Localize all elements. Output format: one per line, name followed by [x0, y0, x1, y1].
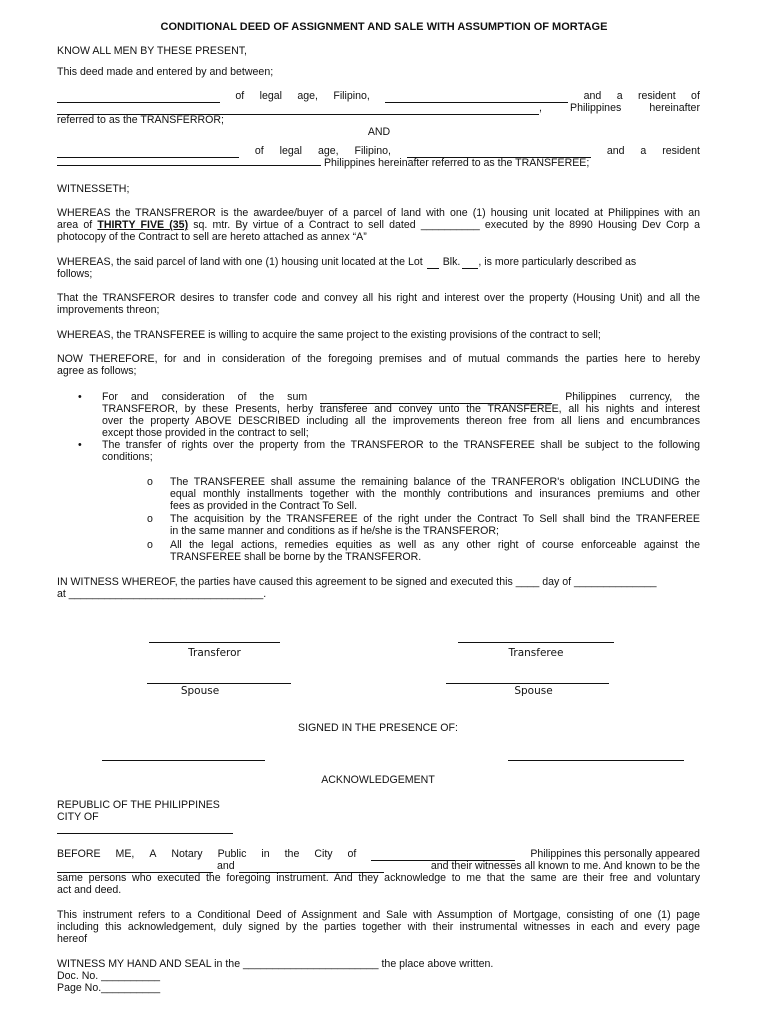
doc-no: Doc. No. __________	[57, 970, 161, 982]
whereas-2-line-1: WHEREAS, the said parcel of land with one (1) housing unit located at the Lot Blk. , is more particularly described as	[57, 256, 637, 268]
witness-hand-seal: WITNESS MY HAND AND SEAL in the _______________________ the place above written.	[57, 958, 494, 970]
witnesseth: WITNESSETH;	[57, 183, 130, 195]
whereas-1-line-1: WHEREAS the TRANSFREROR is the awardee/buyer of a parcel of land with one (1) housing unit located at Philippines with an	[57, 207, 700, 219]
transferee-line-2: Philippines hereinafter referred to as the TRANSFEREE;	[57, 157, 589, 170]
before-me-line-2: and and their witnesses all known to me. And known to be the	[57, 860, 700, 873]
condition-2-symbol: o	[147, 513, 153, 525]
page-no: Page No.__________	[57, 982, 161, 994]
condition-2-line-2: in the same manner and conditions as if he/she is the TRANSFEROR;	[170, 525, 499, 537]
transferor-line-2: , Philippines hereinafter	[57, 102, 700, 115]
bullet-2-line-1: The transfer of rights over the property from the TRANSFEROR to the TRANSFEREE shall be subject to the following	[102, 439, 700, 451]
blk-blank[interactable]	[462, 256, 478, 269]
transferor-label: Transferor	[188, 647, 241, 659]
signed-in-presence: SIGNED IN THE PRESENCE OF:	[298, 722, 458, 734]
spouse-left-label: Spouse	[180, 685, 220, 697]
condition-3-line-1: All the legal actions, remedies equities as well as any other right of course enforceable against the	[170, 539, 700, 551]
transferee-label: Transferee	[508, 647, 564, 659]
desires-line-2: improvements threon;	[57, 304, 160, 316]
condition-1-symbol: o	[147, 476, 153, 488]
bullet-2-symbol: •	[78, 439, 82, 451]
now-therefore-line-2: agree as follows;	[57, 365, 137, 377]
instrument-line-1: This instrument refers to a Conditional Deed of Assignment and Sale with Assumption of Mortgage, consisting of one (1) page	[57, 909, 700, 921]
spouse-left-signature-line[interactable]	[147, 683, 291, 684]
know-all-men: KNOW ALL MEN BY THESE PRESENT,	[57, 45, 247, 57]
transferor-signature-line[interactable]	[149, 642, 280, 643]
witness-2-line[interactable]	[508, 760, 684, 761]
transferee-address-blank[interactable]	[57, 165, 321, 166]
bullet-1-line-4: except those provided in the contract to sell;	[102, 427, 309, 439]
transferor-line-1: of legal age, Filipino, and a resident of	[57, 90, 700, 103]
transferee-signature-line[interactable]	[458, 642, 614, 643]
in-witness-line-2: at _________________________________.	[57, 588, 267, 600]
bullet-1-symbol: •	[78, 391, 82, 403]
area-bold: THIRTY FIVE (35)	[97, 219, 189, 231]
deed-made: This deed made and entered by and between;	[57, 66, 274, 78]
before-me-line-4: act and deed.	[57, 884, 122, 896]
bullet-1-line-3: over the property ABOVE DESCRIBED including all the improvements thereon free from all liens and encumbrances	[102, 415, 700, 427]
and-label: AND	[367, 126, 391, 138]
whereas-1-line-2: area of THIRTY FIVE (35) sq. mtr. By virtue of a Contract to sell dated __________ executed by the 8990 Housing Dev Corp a	[57, 219, 700, 231]
bullet-2-line-2: conditions;	[102, 451, 153, 463]
before-me-line-3: same persons who executed the foregoing instrument. And they acknowledge to me that the same are their free and voluntary	[57, 872, 700, 884]
city-blank[interactable]	[57, 833, 233, 834]
before-me-line-1: BEFORE ME, A Notary Public in the City of Philippines this personally appeared	[57, 848, 700, 860]
condition-1-line-1: The TRANSFEREE shall assume the remaining balance of the TRANFEROR's obligation INCLUDING the	[170, 476, 700, 488]
condition-3-line-2: TRANSFEREE shall be borne by the TRANSFEROR.	[170, 551, 422, 563]
city-of-label: CITY OF	[57, 811, 99, 823]
whereas-1-line-3: photocopy of the Contract to sell are hereto attached as annex “A”	[57, 231, 367, 243]
now-therefore-line-1: NOW THEREFORE, for and in consideration of the foregoing premises and of mutual commands the parties here to hereby	[57, 353, 700, 365]
condition-3-symbol: o	[147, 539, 153, 551]
acknowledgement-heading: ACKNOWLEDGEMENT	[321, 774, 435, 786]
condition-1-line-2: equal monthly installments together with the monthly contributions and insurances premiums and other	[170, 488, 700, 500]
witness-1-line[interactable]	[102, 760, 265, 761]
lot-blank[interactable]	[427, 256, 439, 269]
in-witness-line-1: IN WITNESS WHEREOF, the parties have caused this agreement to be signed and executed this ____ day of ______________	[57, 576, 657, 588]
republic-label: REPUBLIC OF THE PHILIPPINES	[57, 799, 220, 811]
bullet-1-line-1: For and consideration of the sum Philippines currency, the	[102, 391, 700, 403]
instrument-line-2: including this acknowledgement, duly signed by the parties together with their instrumental witnesses in each and every page	[57, 921, 700, 933]
whereas-2-line-2: follows;	[57, 268, 93, 280]
transferor-referred: referred to as the TRANSFERROR;	[57, 114, 225, 126]
spouse-right-label: Spouse	[514, 685, 553, 697]
desires-line-1: That the TRANSFEROR desires to transfer code and convey all his right and interest over the property (Housing Unit) and all the	[57, 292, 700, 304]
spouse-right-signature-line[interactable]	[446, 683, 609, 684]
whereas-3: WHEREAS, the TRANSFEREE is willing to acquire the same project to the existing provisions of the contract to sell;	[57, 329, 601, 341]
condition-1-line-3: fees as provided in the Contract To Sell.	[170, 500, 358, 512]
condition-2-line-1: The acquisition by the TRANSFEREE of the right under the Contract To Sell shall bind the TRANFEREE	[170, 513, 700, 525]
bullet-1-line-2: TRANSFEROR, by these Presents, herby transferee and convey unto the TRANSFEREE, all his nights and interest	[102, 403, 700, 415]
document-title: CONDITIONAL DEED OF ASSIGNMENT AND SALE WITH ASSUMPTION OF MORTAGE	[160, 21, 608, 33]
transferee-line-1: of legal age, Filipino, and a resident	[57, 145, 700, 158]
instrument-line-3: hereof	[57, 933, 88, 945]
